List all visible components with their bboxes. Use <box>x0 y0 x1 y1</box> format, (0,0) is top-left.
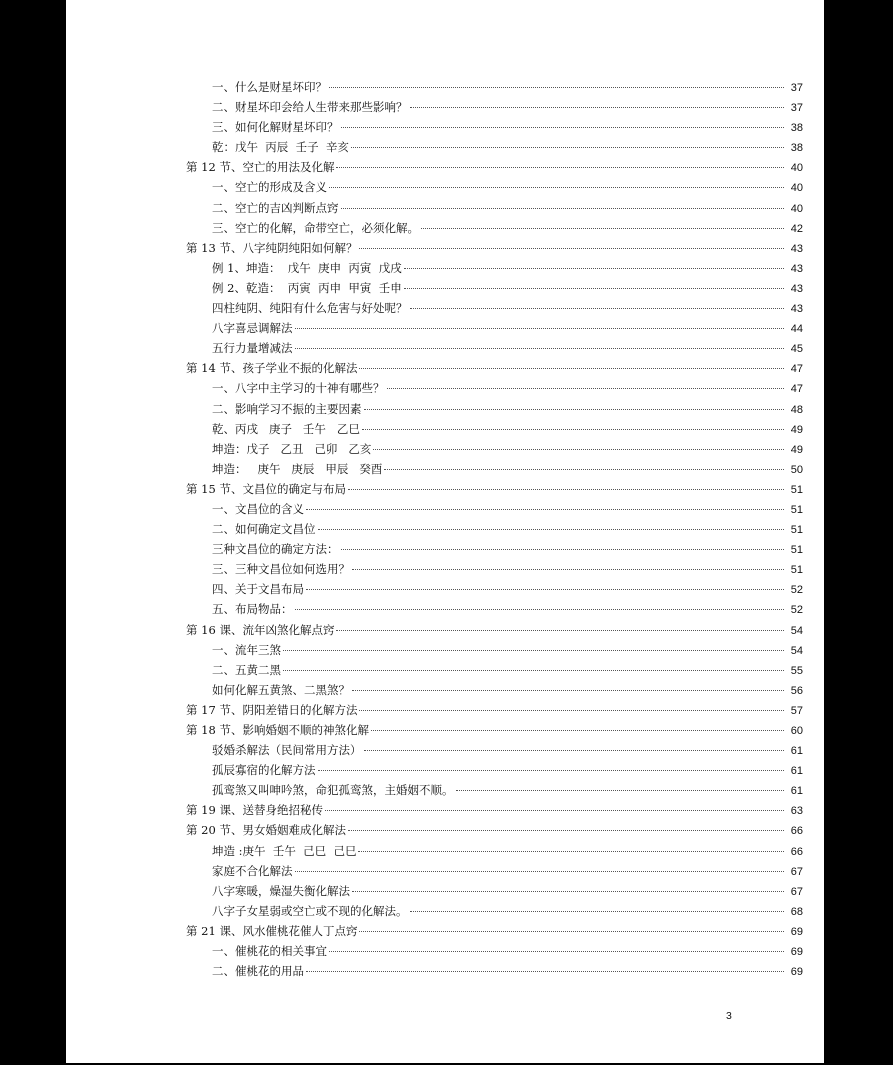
toc-entry-title: 四、关于文昌布局 <box>212 582 304 597</box>
dot-leader <box>295 609 785 610</box>
dot-leader <box>336 630 784 631</box>
toc-entry-title: 例 1、坤造： 戊午 庚申 丙寅 戊戌 <box>212 260 402 275</box>
toc-subsection-entry[interactable] <box>186 780 803 800</box>
dot-leader <box>410 308 785 309</box>
toc-entry-page: 37 <box>790 102 803 115</box>
toc-entry-title: 第 19 课、送替身绝招秘传 <box>186 803 323 818</box>
dot-leader <box>358 851 784 852</box>
toc-entry-page: 43 <box>790 282 803 295</box>
toc-entry-title: 如何化解五黄煞、二黑煞？ <box>212 682 350 697</box>
toc-entry-title: 三、空亡的化解，命带空亡，必须化解。 <box>212 220 419 235</box>
toc-entry-title: 二、如何确定文昌位 <box>212 522 316 537</box>
toc-entry-title: 例 2、乾造： 丙寅 丙申 甲寅 壬申 <box>212 280 402 295</box>
dot-leader <box>364 409 785 410</box>
toc-entry-page: 55 <box>790 664 803 677</box>
toc-entry-title: 第 20 节、男女婚姻难成化解法 <box>186 823 346 838</box>
toc-entry-title: 一、文昌位的含义 <box>212 501 304 516</box>
toc-subsection-entry[interactable] <box>186 961 803 981</box>
toc-entry-title: 五、布局物品： <box>212 602 293 617</box>
toc-entry-title: 八字寒暖，燥湿失衡化解法 <box>212 883 350 898</box>
toc-entry-page: 52 <box>790 604 803 617</box>
toc-entry-page: 68 <box>790 905 803 918</box>
toc-entry-page: 49 <box>790 423 803 436</box>
dot-leader <box>283 650 784 651</box>
toc-entry-title: 三、三种文昌位如何选用？ <box>212 562 350 577</box>
dot-leader <box>352 569 784 570</box>
toc-section-entry[interactable] <box>186 358 803 378</box>
toc-subsection-entry[interactable] <box>186 77 803 97</box>
dot-leader <box>348 830 784 831</box>
dot-leader <box>352 891 784 892</box>
page-number: 3 <box>726 1010 732 1022</box>
toc-entry-title: 家庭不合化解法 <box>212 863 293 878</box>
toc-subsection-entry[interactable] <box>186 539 803 559</box>
dot-leader <box>318 770 785 771</box>
dot-leader <box>306 509 784 510</box>
toc-entry-title: 坤造：戊子 乙丑 己卯 乙亥 <box>212 441 372 456</box>
dot-leader <box>329 87 784 88</box>
toc-entry-page: 69 <box>790 966 803 979</box>
dot-leader <box>295 871 785 872</box>
dot-leader <box>404 288 784 289</box>
toc-entry-page: 48 <box>790 403 803 416</box>
toc-entry-page: 51 <box>790 564 803 577</box>
dot-leader <box>295 348 785 349</box>
toc-subsection-entry[interactable] <box>186 298 803 318</box>
toc-subsection-entry[interactable] <box>186 218 803 238</box>
toc-subsection-entry[interactable] <box>186 318 803 338</box>
dot-leader <box>359 710 784 711</box>
toc-entry-page: 61 <box>790 765 803 778</box>
toc-entry-title: 坤造： 庚午 庚辰 甲辰 癸酉 <box>212 461 383 476</box>
toc-section-entry[interactable] <box>186 800 803 820</box>
toc-entry-title: 八字喜忌调解法 <box>212 321 293 336</box>
toc-entry-title: 第 13 节、八字纯阴纯阳如何解？ <box>186 240 358 255</box>
toc-subsection-entry[interactable] <box>186 97 803 117</box>
toc-subsection-entry[interactable] <box>186 640 803 660</box>
toc-subsection-entry[interactable] <box>186 378 803 398</box>
toc-entry-title: 一、空亡的形成及含义 <box>212 180 327 195</box>
toc-entry-page: 61 <box>790 745 803 758</box>
toc-entry-page: 61 <box>790 785 803 798</box>
toc-subsection-entry[interactable] <box>186 419 803 439</box>
toc-entry-title: 三种文昌位的确定方法： <box>212 542 339 557</box>
toc-entry-title: 第 21 课、风水催桃花催人丁点窍 <box>186 923 358 938</box>
toc-entry-page: 51 <box>790 483 803 496</box>
toc-entry-page: 50 <box>790 463 803 476</box>
toc-entry-page: 43 <box>790 242 803 255</box>
toc-entry-title: 坤造 :庚午 壬午 己巳 己巳 <box>212 843 357 858</box>
toc-subsection-entry[interactable] <box>186 499 803 519</box>
toc-entry-title: 一、流年三煞 <box>212 642 281 657</box>
toc-entry-title: 乾：戊午 丙辰 壬子 辛亥 <box>212 140 349 155</box>
toc-subsection-entry[interactable] <box>186 760 803 780</box>
toc-section-entry[interactable] <box>186 620 803 640</box>
toc-subsection-entry[interactable] <box>186 579 803 599</box>
dot-leader <box>318 529 785 530</box>
dot-leader <box>351 147 784 148</box>
toc-subsection-entry[interactable] <box>186 439 803 459</box>
toc-entry-title: 二、五黄二黑 <box>212 662 281 677</box>
toc-subsection-entry[interactable] <box>186 137 803 157</box>
dot-leader <box>456 790 785 791</box>
toc-subsection-entry[interactable] <box>186 258 803 278</box>
dot-leader <box>359 248 784 249</box>
toc-subsection-entry[interactable] <box>186 459 803 479</box>
toc-entry-page: 56 <box>790 684 803 697</box>
toc-entry-page: 42 <box>790 222 803 235</box>
document-page <box>66 0 824 1063</box>
toc-entry-title: 一、什么是财星坏印？ <box>212 80 327 94</box>
toc-entry-title: 第 16 课、流年凶煞化解点窍 <box>186 622 335 637</box>
table-of-contents <box>186 77 803 981</box>
toc-entry-page: 40 <box>790 202 803 215</box>
dot-leader <box>306 971 784 972</box>
toc-entry-title: 五行力量增减法 <box>212 341 293 356</box>
dot-leader <box>384 469 784 470</box>
toc-subsection-entry[interactable] <box>186 660 803 680</box>
toc-subsection-entry[interactable] <box>186 338 803 358</box>
toc-entry-page: 43 <box>790 262 803 275</box>
toc-subsection-entry[interactable] <box>186 901 803 921</box>
toc-entry-title: 一、催桃花的相关事宜 <box>212 944 327 959</box>
toc-entry-page: 37 <box>790 82 803 94</box>
toc-entry-page: 66 <box>790 825 803 838</box>
toc-entry-title: 二、催桃花的用品 <box>212 964 304 979</box>
dot-leader <box>359 931 784 932</box>
toc-subsection-entry[interactable] <box>186 740 803 760</box>
toc-entry-title: 二、空亡的吉凶判断点窍 <box>212 200 339 215</box>
toc-entry-title: 第 17 节、阴阳差错日的化解方法 <box>186 702 358 717</box>
dot-leader <box>336 167 784 168</box>
dot-leader <box>373 449 784 450</box>
toc-entry-title: 孤辰寡宿的化解方法 <box>212 763 316 778</box>
toc-entry-page: 57 <box>790 704 803 717</box>
dot-leader <box>325 810 784 811</box>
dot-leader <box>295 328 785 329</box>
toc-subsection-entry[interactable] <box>186 941 803 961</box>
toc-section-entry[interactable] <box>186 921 803 941</box>
toc-entry-page: 38 <box>790 142 803 155</box>
toc-entry-title: 一、八字中主学习的十神有哪些？ <box>212 381 385 396</box>
dot-leader <box>329 187 784 188</box>
toc-entry-title: 三、如何化解财星坏印？ <box>212 120 339 135</box>
dot-leader <box>283 670 784 671</box>
dot-leader <box>341 549 785 550</box>
toc-entry-page: 43 <box>790 303 803 316</box>
toc-subsection-entry[interactable] <box>186 399 803 419</box>
toc-entry-page: 67 <box>790 885 803 898</box>
toc-entry-title: 二、影响学习不振的主要因素 <box>212 401 362 416</box>
toc-entry-title: 驳婚杀解法（民间常用方法） <box>212 743 362 758</box>
toc-entry-title: 第 18 节、影响婚姻不顺的神煞化解 <box>186 723 369 737</box>
toc-entry-page: 40 <box>790 162 803 175</box>
dot-leader <box>341 208 785 209</box>
toc-section-entry[interactable] <box>186 238 803 258</box>
toc-entry-page: 40 <box>790 182 803 195</box>
toc-section-entry[interactable] <box>186 720 803 740</box>
toc-subsection-entry[interactable] <box>186 680 803 700</box>
dot-leader <box>352 690 784 691</box>
toc-entry-title: 乾、丙戌 庚子 壬午 乙巳 <box>212 421 360 436</box>
toc-entry-page: 63 <box>790 805 803 818</box>
dot-leader <box>359 368 784 369</box>
toc-entry-page: 51 <box>790 544 803 557</box>
dot-leader <box>348 489 784 490</box>
toc-entry-title: 二、财星坏印会给人生带来那些影响？ <box>212 100 408 115</box>
toc-entry-page: 38 <box>790 122 803 135</box>
toc-entry-title: 八字子女星弱或空亡或不现的化解法。 <box>212 903 408 918</box>
toc-entry-page: 52 <box>790 584 803 597</box>
toc-entry-page: 69 <box>790 946 803 959</box>
toc-subsection-entry[interactable] <box>186 198 803 218</box>
toc-entry-page: 66 <box>790 845 803 858</box>
dot-leader <box>306 589 784 590</box>
toc-entry-page: 67 <box>790 865 803 878</box>
toc-subsection-entry[interactable] <box>186 519 803 539</box>
toc-section-entry[interactable] <box>186 820 803 840</box>
toc-section-entry[interactable] <box>186 479 803 499</box>
dot-leader <box>387 388 785 389</box>
dot-leader <box>329 951 784 952</box>
toc-entry-title: 第 15 节、文昌位的确定与布局 <box>186 481 346 496</box>
toc-entry-page: 54 <box>790 644 803 657</box>
toc-entry-page: 47 <box>790 383 803 396</box>
toc-entry-page: 44 <box>790 323 803 336</box>
toc-subsection-entry[interactable] <box>186 861 803 881</box>
toc-subsection-entry[interactable] <box>186 278 803 298</box>
dot-leader <box>404 268 784 269</box>
toc-entry-title: 四柱纯阴、纯阳有什么危害与好处呢？ <box>212 301 408 316</box>
dot-leader <box>410 107 785 108</box>
dot-leader <box>410 911 785 912</box>
toc-entry-page: 69 <box>790 925 803 938</box>
toc-entry-page: 51 <box>790 524 803 537</box>
dot-leader <box>421 228 784 229</box>
toc-entry-title: 孤鸾煞又叫呻吟煞，命犯孤鸾煞，主婚姻不顺。 <box>212 783 454 798</box>
toc-subsection-entry[interactable] <box>186 117 803 137</box>
toc-entry-page: 45 <box>790 343 803 356</box>
toc-section-entry[interactable] <box>186 700 803 720</box>
toc-subsection-entry[interactable] <box>186 599 803 619</box>
toc-entry-page: 49 <box>790 443 803 456</box>
dot-leader <box>364 750 785 751</box>
toc-section-entry[interactable] <box>186 157 803 177</box>
toc-entry-page: 51 <box>790 503 803 516</box>
toc-subsection-entry[interactable] <box>186 177 803 197</box>
toc-entry-page: 54 <box>790 624 803 637</box>
toc-subsection-entry[interactable] <box>186 881 803 901</box>
toc-subsection-entry[interactable] <box>186 559 803 579</box>
dot-leader <box>341 127 785 128</box>
toc-entry-title: 第 14 节、孩子学业不振的化解法 <box>186 361 358 376</box>
toc-entry-page: 60 <box>790 725 803 737</box>
dot-leader <box>362 429 784 430</box>
toc-subsection-entry[interactable] <box>186 841 803 861</box>
dot-leader <box>371 730 784 731</box>
toc-entry-page: 47 <box>790 363 803 376</box>
toc-entry-title: 第 12 节、空亡的用法及化解 <box>186 160 335 175</box>
